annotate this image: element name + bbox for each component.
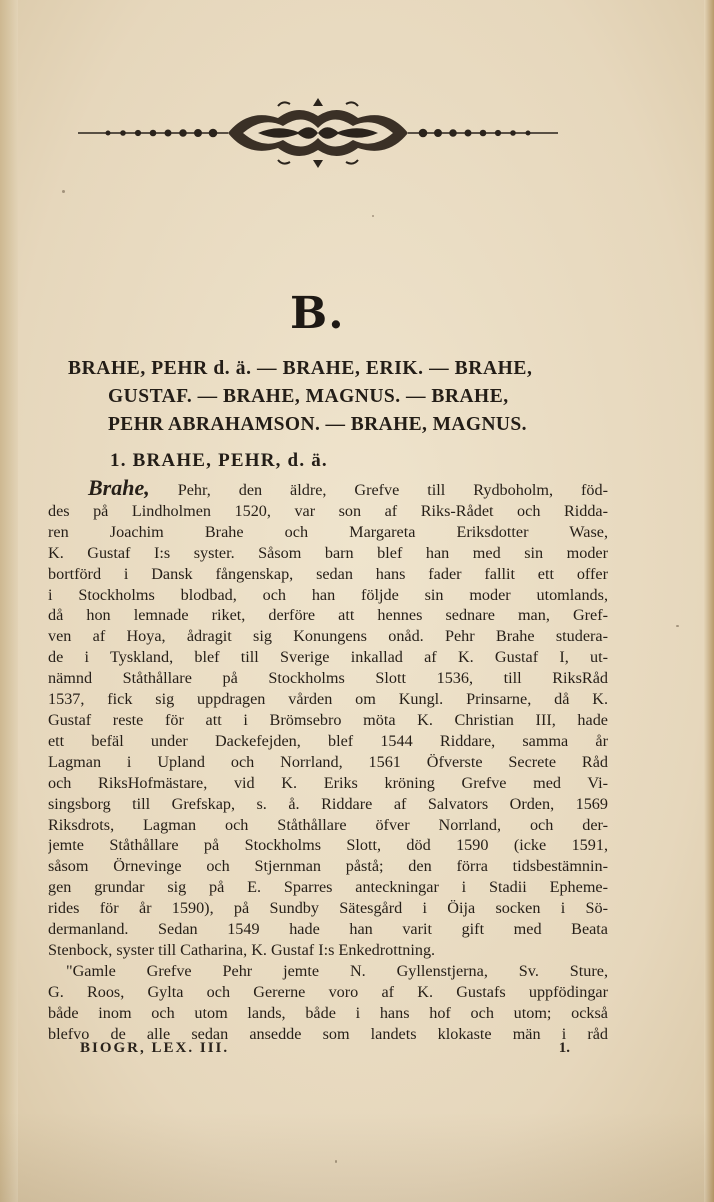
body-line: ven af Hoya, ådragit sig Konungens onåd. Pehr Brahe studera- <box>48 627 608 646</box>
paper-speck <box>372 215 374 217</box>
header-line-3: PEHR ABRAHAMSON. — BRAHE, MAGNUS. <box>108 414 527 435</box>
body-line: K. Gustaf I:s syster. Såsom barn blef han med sin moder <box>48 543 608 562</box>
sheet-number: 1. <box>558 1040 570 1056</box>
body-line: ett befäl under Dackefejden, blef 1544 Riddare, samma år <box>48 731 608 750</box>
body-line: såsom Örnevinge och Stjernman påstå; den förra tidsbestämnin- <box>48 857 608 876</box>
paper-speck <box>676 625 679 627</box>
paper-speck <box>62 190 65 193</box>
body-line: Lagman i Upland och Norrland, 1561 Öfverste Secrete Råd <box>48 752 608 771</box>
entry-body <box>48 478 608 1044</box>
header-line-1: BRAHE, PEHR d. ä. — BRAHE, ERIK. — BRAHE, <box>68 358 533 379</box>
body-line: blefvo de alle sedan ansedde som landets klokaste män i råd <box>48 1024 608 1043</box>
decorative-ornament-icon <box>78 98 558 168</box>
header-line-2: GUSTAF. — BRAHE, MAGNUS. — BRAHE, <box>108 386 509 407</box>
entry-title: 1. BRAHE, PEHR, d. ä. <box>110 450 328 471</box>
body-line: Riksdrots, Lagman och Ståthållare öfver Norrland, och der- <box>48 815 608 834</box>
body-line: "Gamle Grefve Pehr jemte N. Gyllenstjerna, Sv. Sture, <box>66 961 608 980</box>
body-line: 1537, fick sig uppdragen vården om Kungl. Prinsarne, då K. <box>48 690 608 709</box>
body-line: Gustaf reste för att i Brömsebro möta K. Christian III, hade <box>48 710 608 729</box>
page-bottom-shadow <box>0 1112 714 1202</box>
paper-speck <box>335 1160 337 1163</box>
body-line: nämnd Ståthållare på Stockholms Slott 1536, till RiksRåd <box>48 669 608 688</box>
body-line: des på Lindholmen 1520, var son af Riks-Rådet och Ridda- <box>48 501 608 520</box>
section-letter: B. <box>290 288 345 339</box>
body-line: i Stockholms blodbad, och han följde sin moder utomlands, <box>48 585 608 604</box>
entry-list-header <box>62 355 602 439</box>
body-line: rides för år 1590), på Sundby Sätesgård i Öija socken i Sö- <box>48 899 608 918</box>
body-line: singsborg till Grefskap, s. å. Riddare af Salvators Orden, 1569 <box>48 794 608 813</box>
body-line: då hon lemnade riket, derföre att hennes sednare man, Gref- <box>48 606 608 625</box>
body-line: ren Joachim Brahe och Margareta Eriksdotter Wase, <box>48 522 608 541</box>
body-line: bortförd i Dansk fångenskap, sedan hans fader fallit ett offer <box>48 564 608 583</box>
body-line: dermanland. Sedan 1549 hade han varit gift med Beata <box>48 920 608 939</box>
body-line: och RiksHofmästare, vid K. Eriks kröning Grefve med Vi- <box>48 773 608 792</box>
body-line: Brahe, Pehr, den äldre, Grefve till Rydboholm, föd- <box>48 478 608 501</box>
body-line: Stenbock, syster till Catharina, K. Gustaf I:s Enkedrottning. <box>48 940 436 959</box>
body-line: gen grundar sig på E. Sparres anteckningar i Stadii Epheme- <box>48 878 608 897</box>
entry-lead-word: Brahe, <box>88 478 150 500</box>
body-line: jemte Ståthållare på Stockholms Slott, död 1590 (icke 1591, <box>48 836 608 855</box>
signature-mark: BIOGR, LEX. III. <box>80 1040 230 1056</box>
page-left-edge <box>0 0 18 1202</box>
page-right-edge <box>704 0 714 1202</box>
body-line: både inom och utom lands, både i hans hof och utom; också <box>48 1003 608 1022</box>
body-line: G. Roos, Gylta och Gererne voro af K. Gustafs uppfödingar <box>48 982 608 1001</box>
body-line: de i Tyskland, blef till Sverige inkallad af K. Gustaf I, ut- <box>48 648 608 667</box>
